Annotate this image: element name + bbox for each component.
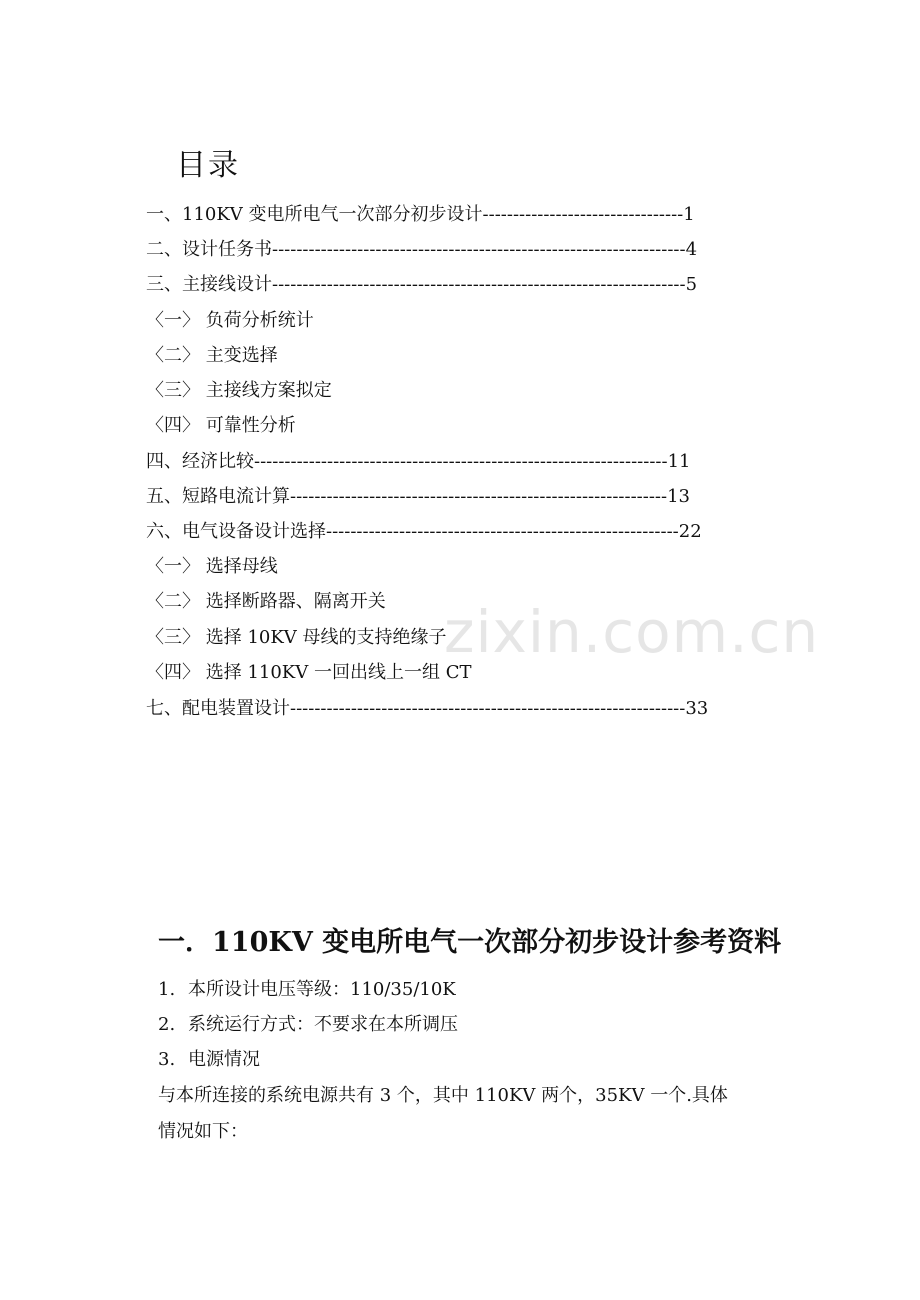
toc-entry-text: 一、110KV 变电所电气一次部分初步设计 [146, 204, 483, 225]
toc-page-number: 22 [678, 521, 702, 542]
toc-leader-dots: ----------------------------------------------------------------- [290, 698, 686, 719]
toc-entry-text: 五、短路电流计算 [146, 486, 290, 507]
toc-entry-text: 七、配电装置设计 [146, 698, 290, 719]
list-item [158, 1013, 458, 1037]
list-item [158, 978, 456, 1002]
section-heading: 一．110KV 变电所电气一次部分初步设计参考资料 [158, 927, 782, 958]
toc-entry-5[interactable] [146, 485, 690, 509]
toc-subentry[interactable]: 〈一〉 负荷分析统计 [146, 310, 314, 331]
list-number: 1. [158, 979, 176, 1000]
list-text: 本所设计电压等级：110/35/10K [188, 979, 456, 1000]
toc-subentry[interactable]: 〈三〉 主接线方案拟定 [146, 380, 332, 401]
toc-entry-6[interactable] [146, 520, 702, 544]
toc-entry-text: 四、经济比较 [146, 451, 254, 472]
toc-entry-4[interactable] [146, 450, 690, 474]
toc-entry-text: 六、电气设备设计选择 [146, 521, 326, 542]
toc-subentry[interactable]: 〈二〉 选择断路器、隔离开关 [146, 591, 386, 612]
toc-entry-text: 二、设计任务书 [146, 239, 272, 260]
toc-subentry[interactable]: 〈二〉 主变选择 [146, 345, 278, 366]
toc-leader-dots: --------------------------------- [482, 204, 684, 225]
toc-entry-2[interactable] [146, 238, 697, 262]
list-number: 2. [158, 1014, 176, 1035]
toc-page-number: 33 [685, 698, 709, 719]
toc-subentry[interactable]: 〈四〉 可靠性分析 [146, 415, 296, 436]
toc-entry-3[interactable] [146, 273, 697, 297]
toc-page-number: 5 [685, 274, 698, 295]
toc-entry-1[interactable] [146, 203, 695, 227]
list-number: 3. [158, 1049, 176, 1070]
toc-subentry[interactable]: 〈三〉 选择 10KV 母线的支持绝缘子 [146, 627, 447, 648]
toc-leader-dots: -------------------------------------------------------------- [290, 486, 668, 507]
toc-leader-dots: ---------------------------------------------------------- [326, 521, 679, 542]
toc-leader-dots: -------------------------------------------------------------------- [254, 451, 668, 472]
toc-title: 目录 [176, 148, 240, 183]
paragraph-line: 情况如下： [158, 1121, 248, 1142]
toc-page-number: 11 [667, 451, 691, 472]
toc-subentry[interactable]: 〈一〉 选择母线 [146, 556, 278, 577]
toc-page-number: 1 [683, 204, 695, 225]
paragraph-line: 与本所连接的系统电源共有 3 个，其中 110KV 两个，35KV 一个.具体 [158, 1085, 728, 1106]
toc-leader-dots: -------------------------------------------------------------------- [272, 239, 686, 260]
list-item [158, 1048, 260, 1072]
watermark: zixin.com.cn [444, 598, 820, 666]
list-text: 系统运行方式：不要求在本所调压 [188, 1014, 458, 1035]
list-text: 电源情况 [188, 1049, 260, 1070]
toc-page-number: 13 [667, 486, 690, 507]
toc-entry-text: 三、主接线设计 [146, 274, 272, 295]
toc-leader-dots: -------------------------------------------------------------------- [272, 274, 686, 295]
toc-entry-7[interactable] [146, 697, 708, 721]
toc-subentry[interactable]: 〈四〉 选择 110KV 一回出线上一组 CT [146, 662, 472, 683]
toc-page-number: 4 [685, 239, 698, 260]
